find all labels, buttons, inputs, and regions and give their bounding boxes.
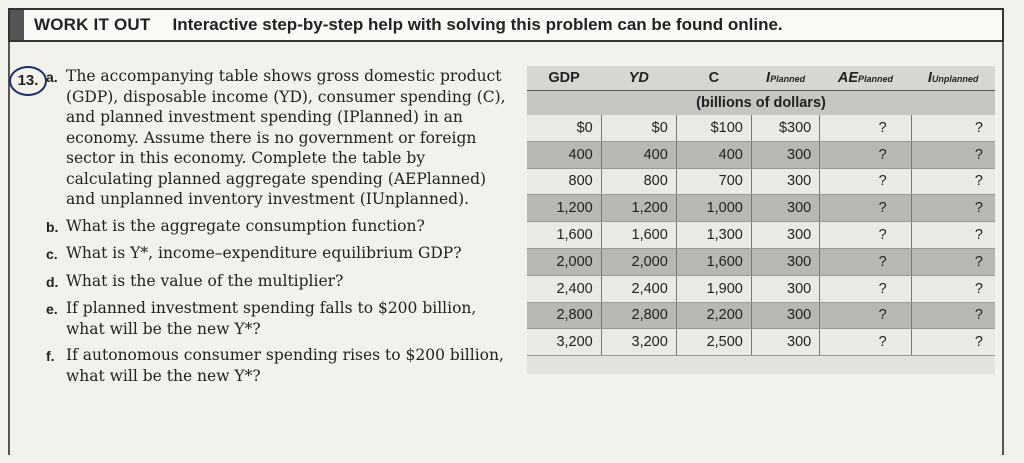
cell-i-unplanned: ? — [911, 141, 995, 168]
cell-i-unplanned: ? — [911, 195, 995, 222]
cell-ae-planned: ? — [820, 195, 911, 222]
cell-gdp: 1,600 — [527, 222, 601, 249]
cell-i-planned: 300 — [751, 141, 819, 168]
table-row — [527, 222, 995, 249]
table-row — [527, 168, 995, 195]
cell-c: 400 — [676, 141, 751, 168]
cell-i-unplanned: ? — [911, 115, 995, 141]
banner-description: Interactive step-by-step help with solving this problem can be found online. — [172, 15, 783, 34]
cell-c: 1,300 — [676, 222, 751, 249]
header-ae-planned — [820, 66, 911, 91]
cell-yd: 3,200 — [601, 329, 676, 356]
question-text: What is the aggregate consumption function? — [66, 216, 425, 235]
cell-c: 2,200 — [676, 302, 751, 329]
cell-gdp: 800 — [527, 168, 601, 195]
table-row — [527, 329, 995, 356]
header-i-planned — [751, 66, 819, 91]
header-i-planned-main: I — [766, 70, 771, 86]
cell-i-planned: 300 — [751, 248, 819, 275]
cell-gdp: 400 — [527, 141, 601, 168]
cell-ae-planned: ? — [820, 222, 911, 249]
table-units-row — [527, 91, 995, 116]
work-it-out-banner — [8, 8, 1004, 42]
cell-ae-planned: ? — [820, 141, 911, 168]
question-letter: a. — [46, 69, 58, 85]
cell-i-planned: 300 — [751, 168, 819, 195]
question-e — [46, 298, 506, 339]
cell-yd: $0 — [601, 115, 676, 141]
cell-ae-planned: ? — [820, 329, 911, 356]
question-a — [46, 66, 506, 210]
cell-i-unplanned: ? — [911, 302, 995, 329]
cell-i-planned: 300 — [751, 222, 819, 249]
question-list — [46, 66, 506, 392]
cell-yd: 1,200 — [601, 195, 676, 222]
cell-gdp: 3,200 — [527, 329, 601, 356]
economy-table — [527, 66, 995, 356]
question-b — [46, 216, 506, 238]
question-letter: c. — [46, 246, 58, 262]
cell-yd: 800 — [601, 168, 676, 195]
cell-yd: 2,000 — [601, 248, 676, 275]
question-text: What is Y*, income–expenditure equilibrium GDP? — [66, 244, 462, 262]
question-c — [46, 243, 506, 265]
banner-label: WORK IT OUT — [34, 15, 151, 34]
cell-c: $100 — [676, 115, 751, 141]
cell-yd: 2,800 — [601, 302, 676, 329]
question-letter: b. — [46, 218, 59, 235]
table-row — [527, 195, 995, 222]
units-label: (billions of dollars) — [527, 91, 995, 116]
header-i-unplanned-sub: Unplanned — [931, 74, 979, 84]
cell-gdp: $0 — [527, 115, 601, 141]
question-text: What is the value of the multiplier? — [66, 271, 344, 290]
header-gdp: GDP — [527, 66, 601, 91]
question-f — [46, 345, 506, 386]
problem-number: 13. — [9, 66, 47, 96]
table-row — [527, 302, 995, 329]
table-row — [527, 141, 995, 168]
cell-yd: 1,600 — [601, 222, 676, 249]
cell-c: 2,500 — [676, 329, 751, 356]
cell-yd: 2,400 — [601, 275, 676, 302]
cell-ae-planned: ? — [820, 115, 911, 141]
cell-c: 1,000 — [676, 195, 751, 222]
cell-i-unplanned: ? — [911, 222, 995, 249]
question-text: The accompanying table shows gross domestic product (GDP), disposable income (YD), consumer spending (C), and planned investment spending (IPlanned) in an economy. Assume there is no government or foreign sector in this economy. Complete the table by calculating planned aggregate spending (AEPlanned) and unplanned inventory investment (IUnplanned). — [66, 67, 506, 208]
cell-yd: 400 — [601, 141, 676, 168]
header-ae-planned-main: AE — [837, 70, 859, 86]
header-i-planned-sub: Planned — [770, 74, 806, 84]
cell-i-unplanned: ? — [911, 168, 995, 195]
table-row — [527, 248, 995, 275]
cell-gdp: 2,000 — [527, 248, 601, 275]
header-i-unplanned — [911, 66, 995, 91]
cell-i-planned: 300 — [751, 302, 819, 329]
cell-gdp: 2,400 — [527, 275, 601, 302]
table-row — [527, 115, 995, 141]
table-header-row — [527, 66, 995, 91]
data-table-container — [527, 66, 995, 374]
cell-i-planned: 300 — [751, 275, 819, 302]
cell-gdp: 2,800 — [527, 302, 601, 329]
header-i-unplanned-main: I — [927, 70, 932, 86]
banner-tab-decoration — [10, 10, 24, 40]
table-body — [527, 115, 995, 356]
cell-gdp: 1,200 — [527, 195, 601, 222]
header-ae-planned-sub: Planned — [858, 74, 894, 84]
question-text: If autonomous consumer spending rises to $200 billion, what will be the new Y*? — [66, 346, 504, 385]
cell-i-unplanned: ? — [911, 275, 995, 302]
question-text: If planned investment spending falls to $200 billion, what will be the new Y*? — [66, 299, 477, 338]
header-c: C — [676, 66, 751, 91]
cell-c: 700 — [676, 168, 751, 195]
table-row — [527, 275, 995, 302]
cell-ae-planned: ? — [820, 248, 911, 275]
header-yd: YD — [601, 66, 676, 91]
cell-i-planned: $300 — [751, 115, 819, 141]
cell-i-unplanned: ? — [911, 329, 995, 356]
cell-c: 1,900 — [676, 275, 751, 302]
cell-i-planned: 300 — [751, 329, 819, 356]
question-letter: f. — [46, 348, 55, 364]
cell-ae-planned: ? — [820, 302, 911, 329]
cell-i-planned: 300 — [751, 195, 819, 222]
question-letter: d. — [46, 273, 59, 290]
cell-i-unplanned: ? — [911, 248, 995, 275]
cell-ae-planned: ? — [820, 275, 911, 302]
cell-c: 1,600 — [676, 248, 751, 275]
question-letter: e. — [46, 301, 58, 317]
question-d — [46, 271, 506, 293]
cell-ae-planned: ? — [820, 168, 911, 195]
